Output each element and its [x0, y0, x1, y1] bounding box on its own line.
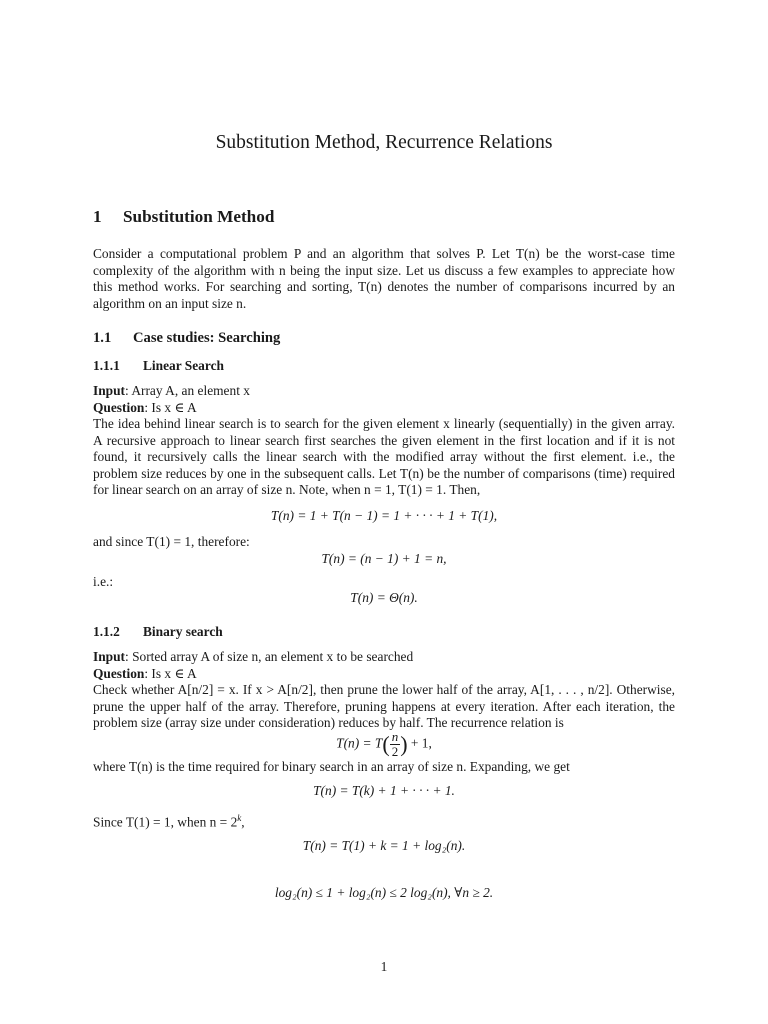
paren-left: (: [382, 730, 390, 756]
linear-ie: i.e.:: [93, 574, 114, 589]
linear-equation-2: T(n) = (n − 1) + 1 = n,: [321, 550, 447, 566]
binary-equation-1: [93, 730, 675, 759]
binary-since: Since T(1) = 1, when $n = 2^k$,: [93, 812, 245, 829]
linear-question-line: [93, 400, 675, 417]
section-number: 1: [93, 207, 102, 226]
fraction-numerator: n: [391, 728, 399, 744]
question-label: Question: [93, 399, 145, 415]
input-label: Input: [93, 649, 126, 664]
linear-search-title: Linear Search: [143, 358, 224, 373]
question-text: : Is x ∈ A: [144, 665, 197, 681]
binary-search-number: 1.1.2: [93, 624, 120, 639]
binary-equation-4: log₂(n) ≤ 1 + log₂(n) ≤ 2 log₂(n), ∀n ≥ 2.: [274, 884, 494, 900]
binary-search-title: Binary search: [143, 624, 223, 639]
subsection-number: 1.1: [93, 330, 112, 346]
binary-equation-3: T(n) = T(1) + k = 1 + log₂(n).: [302, 838, 466, 854]
fraction-denominator: 2: [391, 743, 399, 759]
section-title: Substitution Method: [123, 207, 275, 226]
input-text: : Array A, an element x: [125, 383, 250, 398]
linear-search-heading: [93, 357, 675, 374]
subsection-title: Case studies: Searching: [133, 330, 281, 346]
binary-eq1-left: T(n) = T: [336, 735, 383, 751]
document-title: Substitution Method, Recurrence Relations: [215, 132, 553, 153]
linear-equation-1: T(n) = 1 + T(n − 1) = 1 + · · · + 1 + T(1),: [270, 507, 498, 523]
binary-since-exponent: k: [237, 812, 242, 823]
intro-paragraph: Consider a computational problem P and an algorithm that solves P. Let T(n) be the worst-case time complexity of the algorithm with n being the input size. Let us discuss a few examples to appreciate how this method works. For searching and sorting, T(n) denotes the number of comparisons incurred by an algorithm on an input size n.: [93, 246, 675, 311]
page-number: 1: [380, 959, 388, 974]
question-label: Question: [93, 665, 145, 681]
linear-search-number: 1.1.1: [93, 358, 120, 373]
binary-search-heading: [93, 623, 675, 640]
input-text: : Sorted array A of size n, an element x to be searched: [125, 649, 414, 664]
binary-since-text: Since T(1) = 1, when n = 2: [93, 813, 238, 829]
linear-input-line: [93, 383, 675, 400]
binary-eq1-right: + 1,: [410, 735, 432, 751]
linear-equation-3: T(n) = Θ(n).: [350, 589, 418, 605]
paren-right: ): [400, 730, 408, 756]
subsection-heading: [93, 329, 675, 347]
question-text: : Is x ∈ A: [144, 399, 197, 415]
linear-and-since: and since T(1) = 1, therefore:: [93, 534, 250, 549]
fraction: [390, 730, 401, 759]
main-content: [93, 206, 675, 901]
binary-question-line: [93, 666, 675, 683]
section-heading: [93, 206, 675, 228]
binary-body: Check whether A[n/2] = x. If x > A[n/2], then prune the lower half of the array, A[1, . . . , n/2]. Otherwise, prune the upper half of the array. Therefore, pruning happens at every iteration. After each iteration, the problem size (array size under consideration) reduces by half. The recurrence relation is: [93, 682, 675, 730]
binary-input-line: [93, 649, 675, 666]
linear-body: The idea behind linear search is to search for the given element x linearly (sequentially) in the given array. A recursive approach to linear search first searches the given element in the first location and if it is not found, it recursively calls the linear search with the modified array without the first element. i.e., the problem size reduces by one in the subsequent calls. Let T(n) be the number of comparisons (time) required for linear search on an array of size n. Note, when n = 1, T(1) = 1. Then,: [93, 416, 675, 497]
binary-where: where T(n) is the time required for binary search in an array of size n. Expanding, we get: [93, 758, 570, 774]
binary-equation-2: T(n) = T(k) + 1 + · · · + 1.: [313, 783, 455, 798]
input-label: Input: [93, 383, 126, 398]
